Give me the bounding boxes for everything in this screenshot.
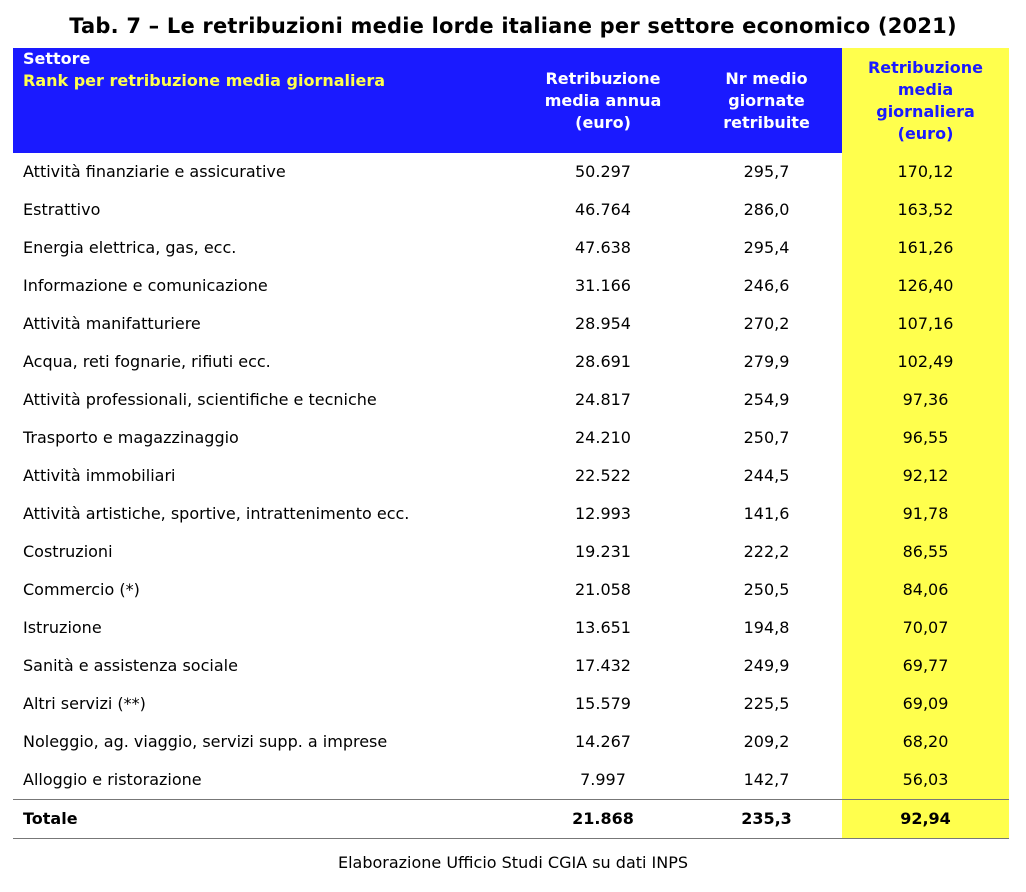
row-retribuzione-giornaliera: 69,77 — [902, 656, 949, 675]
row-retribuzione-annua: 28.954 — [575, 314, 631, 333]
row-giornate: 295,4 — [743, 238, 790, 257]
total-giornate: 235,3 — [741, 809, 792, 828]
total-label: Totale — [23, 809, 78, 828]
table-row — [13, 533, 1009, 571]
row-retribuzione-annua: 22.522 — [575, 466, 631, 485]
row-giornate: 270,2 — [743, 314, 790, 333]
table-row — [13, 305, 1009, 343]
row-settore: Noleggio, ag. viaggio, servizi supp. a imprese — [23, 732, 388, 751]
row-giornate: 209,2 — [743, 732, 790, 751]
row-giornate: 295,7 — [743, 162, 790, 181]
header-giornate — [693, 48, 840, 153]
row-settore: Commercio (*) — [23, 580, 140, 599]
row-settore: Istruzione — [23, 618, 102, 637]
row-giornate: 250,7 — [743, 428, 790, 447]
row-settore: Sanità e assistenza sociale — [23, 656, 238, 675]
row-giornate: 279,9 — [743, 352, 790, 371]
row-giornate: 254,9 — [743, 390, 790, 409]
row-retribuzione-giornaliera: 97,36 — [902, 390, 949, 409]
row-retribuzione-annua: 24.210 — [575, 428, 631, 447]
row-retribuzione-annua: 17.432 — [575, 656, 631, 675]
row-settore: Estrattivo — [23, 200, 101, 219]
row-giornate: 225,5 — [743, 694, 790, 713]
table-title: Tab. 7 – Le retribuzioni medie lorde italiane per settore economico (2021) — [69, 14, 957, 38]
row-retribuzione-annua: 47.638 — [575, 238, 631, 257]
table-row — [13, 457, 1009, 495]
row-retribuzione-annua: 12.993 — [575, 504, 631, 523]
table-row — [13, 381, 1009, 419]
row-settore: Informazione e comunicazione — [23, 276, 268, 295]
row-settore: Altri servizi (**) — [23, 694, 146, 713]
table-row — [13, 647, 1009, 685]
table-row — [13, 609, 1009, 647]
table-row — [13, 723, 1009, 761]
row-retribuzione-annua: 15.579 — [575, 694, 631, 713]
header-retribuzione-giornaliera-label: Retribuzione media giornaliera (euro) — [867, 57, 984, 143]
row-retribuzione-giornaliera: 91,78 — [902, 504, 949, 523]
row-retribuzione-giornaliera: 70,07 — [902, 618, 949, 637]
source-note: Elaborazione Ufficio Studi CGIA su dati INPS — [337, 853, 689, 872]
row-retribuzione-giornaliera: 161,26 — [897, 238, 954, 257]
table-row — [13, 761, 1009, 799]
row-retribuzione-annua: 24.817 — [575, 390, 631, 409]
row-retribuzione-giornaliera: 69,09 — [902, 694, 949, 713]
table-row — [13, 495, 1009, 533]
row-giornate: 250,5 — [743, 580, 790, 599]
data-table — [13, 48, 1009, 839]
row-retribuzione-giornaliera: 107,16 — [897, 314, 954, 333]
row-giornate: 246,6 — [743, 276, 790, 295]
row-settore: Acqua, reti fognarie, rifiuti ecc. — [23, 352, 271, 371]
table-row — [13, 685, 1009, 723]
row-giornate: 286,0 — [743, 200, 790, 219]
row-settore: Costruzioni — [23, 542, 113, 561]
table-row — [13, 229, 1009, 267]
row-retribuzione-annua: 31.166 — [575, 276, 631, 295]
table-row — [13, 571, 1009, 609]
table-header — [13, 48, 1009, 153]
row-retribuzione-giornaliera: 68,20 — [902, 732, 949, 751]
total-annua: 21.868 — [572, 809, 634, 828]
row-retribuzione-annua: 21.058 — [575, 580, 631, 599]
header-retribuzione-annua — [513, 48, 693, 153]
row-giornate: 141,6 — [743, 504, 790, 523]
row-retribuzione-annua: 14.267 — [575, 732, 631, 751]
row-retribuzione-annua: 19.231 — [575, 542, 631, 561]
row-retribuzione-giornaliera: 92,12 — [902, 466, 949, 485]
row-giornate: 194,8 — [743, 618, 790, 637]
table-row — [13, 343, 1009, 381]
row-retribuzione-annua: 46.764 — [575, 200, 631, 219]
table-body — [13, 153, 1009, 799]
row-settore: Trasporto e magazzinaggio — [23, 428, 239, 447]
row-settore: Attività manifatturiere — [23, 314, 201, 333]
row-retribuzione-annua: 7.997 — [580, 770, 626, 789]
row-settore: Energia elettrica, gas, ecc. — [23, 238, 237, 257]
total-row — [13, 799, 1009, 839]
row-giornate: 244,5 — [743, 466, 790, 485]
row-settore: Attività artistiche, sportive, intrattenimento ecc. — [23, 504, 410, 523]
row-giornate: 222,2 — [743, 542, 790, 561]
table-row — [13, 419, 1009, 457]
table-row — [13, 191, 1009, 229]
row-retribuzione-annua: 50.297 — [575, 162, 631, 181]
row-giornate: 142,7 — [743, 770, 790, 789]
row-giornate: 249,9 — [743, 656, 790, 675]
table-row — [13, 153, 1009, 191]
row-settore: Alloggio e ristorazione — [23, 770, 202, 789]
row-settore: Attività professionali, scientifiche e tecniche — [23, 390, 377, 409]
row-retribuzione-annua: 13.651 — [575, 618, 631, 637]
row-retribuzione-giornaliera: 126,40 — [897, 276, 954, 295]
row-settore: Attività finanziarie e assicurative — [23, 162, 286, 181]
total-giornaliera: 92,94 — [900, 809, 951, 828]
row-settore: Attività immobiliari — [23, 466, 176, 485]
header-retribuzione-annua-label: Retribuzione media annua (euro) — [544, 68, 662, 132]
row-retribuzione-giornaliera: 56,03 — [902, 770, 949, 789]
row-retribuzione-giornaliera: 96,55 — [902, 428, 949, 447]
table-row — [13, 267, 1009, 305]
header-settore-label: Settore — [23, 49, 91, 68]
header-settore — [23, 48, 523, 153]
row-retribuzione-giornaliera: 163,52 — [897, 200, 954, 219]
row-retribuzione-giornaliera: 170,12 — [897, 162, 954, 181]
header-giornate-label: Nr medio giornate retribuite — [723, 68, 810, 132]
row-retribuzione-giornaliera: 84,06 — [902, 580, 949, 599]
row-retribuzione-giornaliera: 102,49 — [897, 352, 954, 371]
row-retribuzione-annua: 28.691 — [575, 352, 631, 371]
header-retribuzione-giornaliera — [842, 48, 1009, 153]
row-retribuzione-giornaliera: 86,55 — [902, 542, 949, 561]
header-rank-label: Rank per retribuzione media giornaliera — [23, 71, 386, 90]
